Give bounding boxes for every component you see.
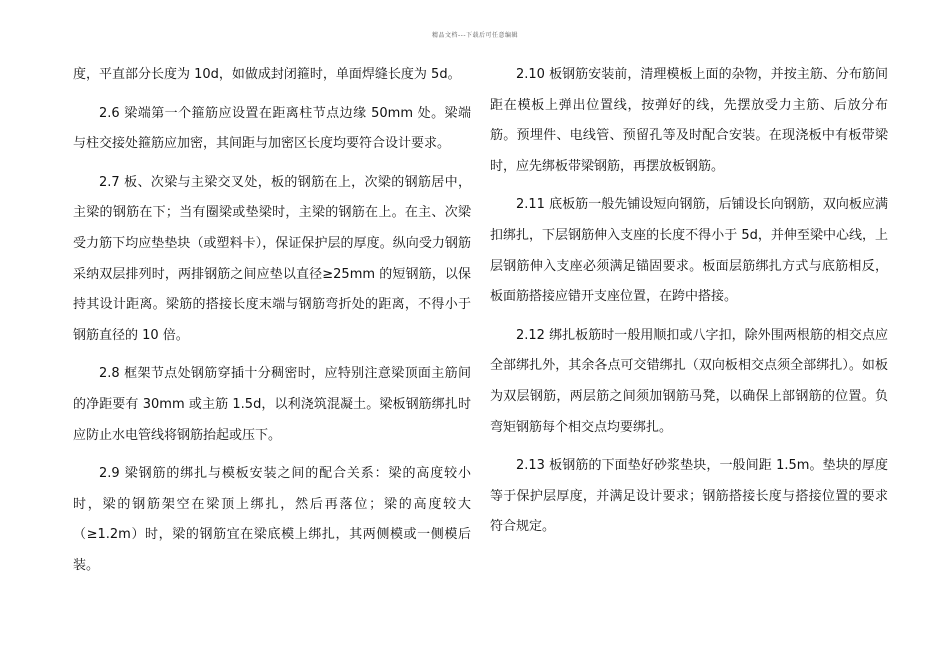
page-header: 精品文档---下载后可任意编辑 <box>432 32 518 39</box>
paragraph: 2.12 绑扎板筋时一般用顺扣或八字扣，除外围两根筋的相交点应全部绑扎外，其余各点可交错绑扎（双向板相交点须全部绑扎）。如板为双层钢筋，两层筋之间须加钢筋马凳，以确保上部钢筋的位置。负弯矩钢筋每个相交点均要绑扎。 <box>490 327 888 435</box>
paragraph: 2.7 板、次梁与主梁交叉处，板的钢筋在上，次梁的钢筋居中，主梁的钢筋在下；当有圈梁或垫梁时，主梁的钢筋在上。在主、次梁受力筋下均应垫垫块（或塑料卡），保证保护层的厚度。纵向受力钢筋采纳双层排列时，两排钢筋之间应垫以直径≥25mm 的短钢筋，以保持其设计距离。梁筋的搭接长度末端与钢筋弯折处的距离，不得小于钢筋直径的 10 倍。 <box>73 174 471 343</box>
left-column <box>73 60 471 590</box>
paragraph: 度，平直部分长度为 10d，如做成封闭箍时，单面焊缝长度为 5d。 <box>73 67 461 82</box>
paragraph: 2.6 梁端第一个箍筋应设置在距离柱节点边缘 50mm 处。梁端与柱交接处箍筋应加密，其间距与加密区长度均要符合设计要求。 <box>73 105 471 152</box>
paragraph: 2.11 底板筋一般先铺设短向钢筋，后铺设长向钢筋，双向板应满扣绑扎，下层钢筋伸入支座的长度不得小于 5d，并伸至梁中心线，上层钢筋伸入支座必须满足锚固要求。板面层筋绑扎方式与底筋相反，板面筋搭接应错开支座位置，在跨中搭接。 <box>490 197 888 305</box>
paragraph: 2.13 板钢筋的下面垫好砂浆垫块，一般间距 1.5m。垫块的厚度等于保护层厚度，并满足设计要求；钢筋搭接长度与搭接位置的要求符合规定。 <box>490 458 888 535</box>
paragraph: 2.10 板钢筋安装前，清理模板上面的杂物，并按主筋、分布筋间距在模板上弹出位置线，按弹好的线，先摆放受力主筋、后放分布筋。预埋件、电线管、预留孔等及时配合安装。在现浇板中有板带梁时，应先绑板带梁钢筋，再摆放板钢筋。 <box>490 67 888 174</box>
paragraph: 2.8 框架节点处钢筋穿插十分稠密时，应特别注意梁顶面主筋间的净距要有 30mm 或主筋 1.5d，以利浇筑混凝土。梁板钢筋绑扎时应防止水电管线将钢筋抬起或压下。 <box>73 366 471 443</box>
right-column <box>490 60 888 551</box>
paragraph: 2.9 梁钢筋的绑扎与模板安装之间的配合关系：梁的高度较小时，梁的钢筋架空在梁顶上绑扎，然后再落位；梁的高度较大（≥1.2m）时，梁的钢筋宜在梁底模上绑扎，其两侧模或一侧模后装。 <box>73 466 471 573</box>
